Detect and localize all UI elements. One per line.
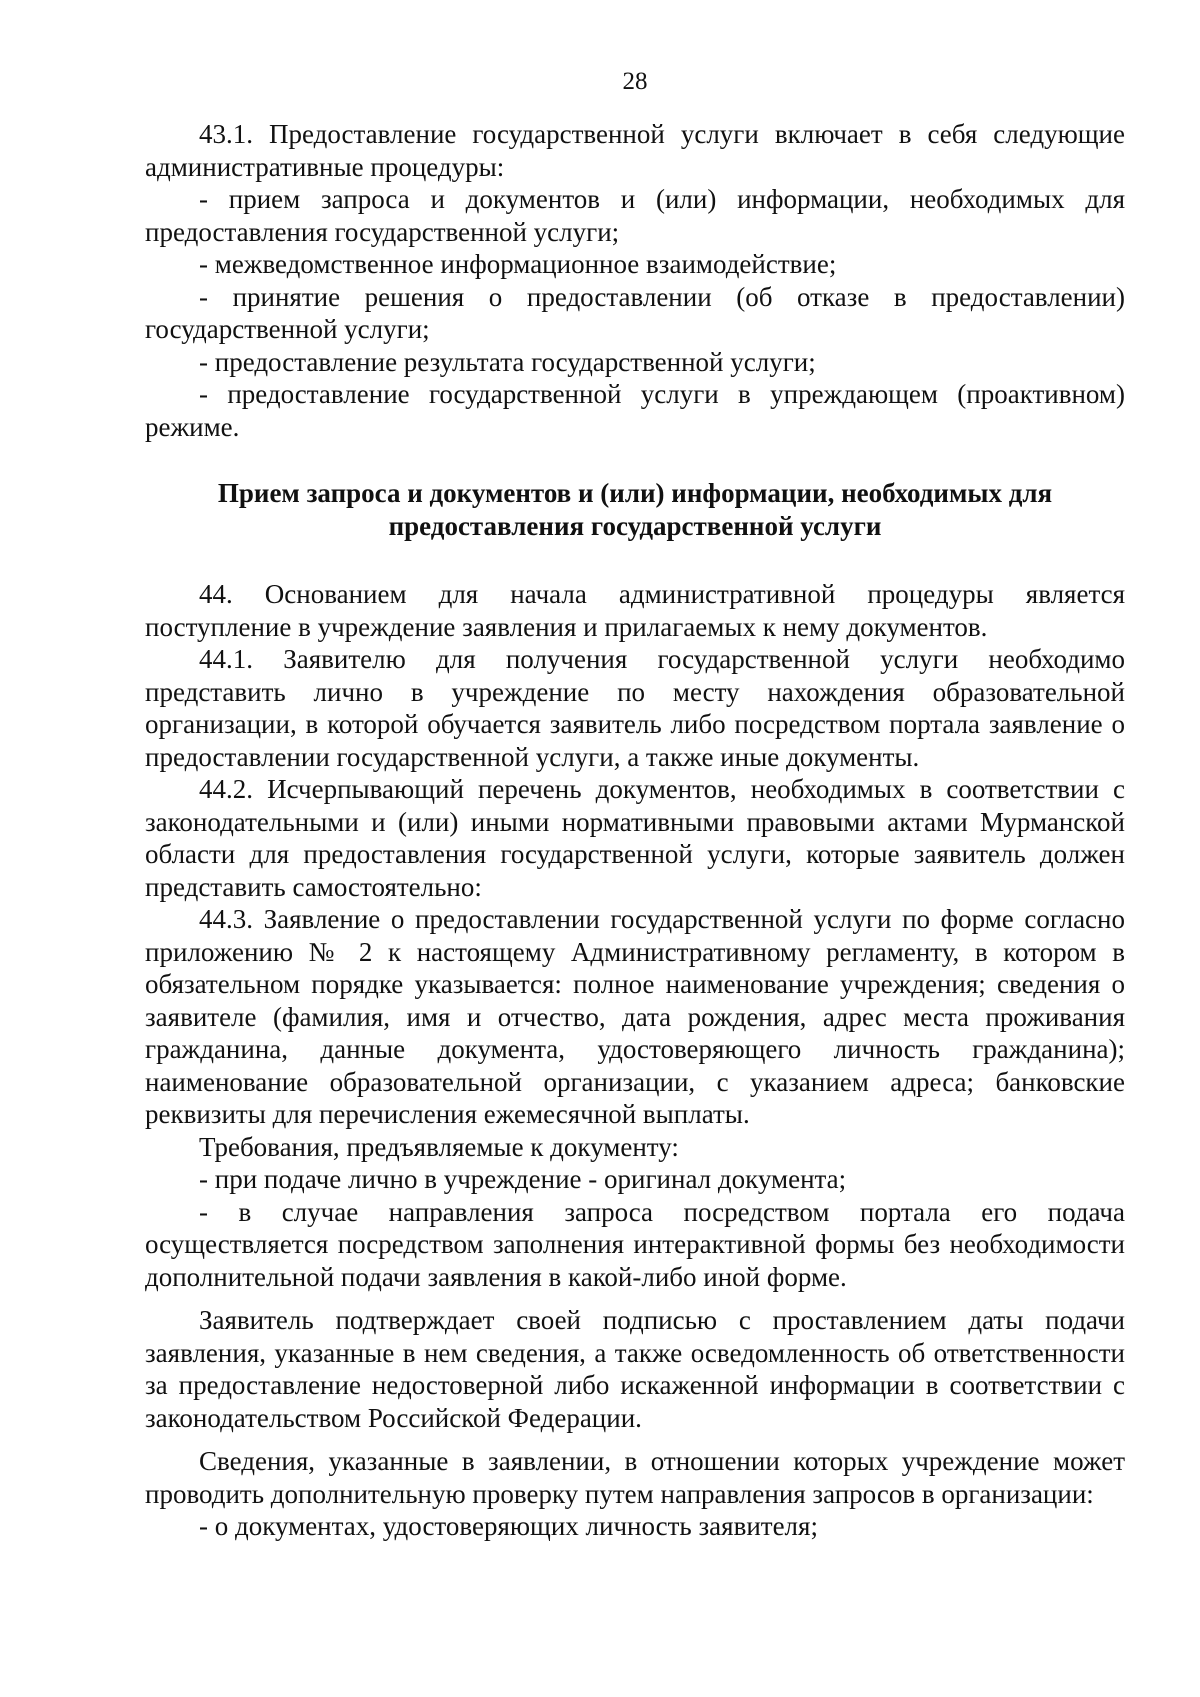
list-item-result: - предоставление результата государственной услуги; — [199, 346, 816, 377]
paragraph-44-2: 44.2. Исчерпывающий перечень документов, необходимых в соответствии с законодательными и (или) иными нормативными правовыми актами Мурманской области для предоставления государственной услуги, которые заявитель должен представить самостоятельно: — [145, 774, 1125, 902]
document-body — [145, 118, 1125, 1543]
list-item-intake: - прием запроса и документов и (или) информации, необходимых для предоставления государственной услуги; — [145, 184, 1125, 247]
requirement-in-person: - при подаче лично в учреждение - оригинал документа; — [199, 1164, 847, 1194]
paragraph-43-1: 43.1. Предоставление государственной услуги включает в себя следующие административные процедуры: — [145, 119, 1125, 182]
page-number: 28 — [622, 68, 648, 95]
requirements-heading: Требования, предъявляемые к документу: — [199, 1131, 679, 1162]
list-item-identity-documents: - о документах, удостоверяющих личность заявителя; — [199, 1511, 818, 1541]
paragraph-verification: Сведения, указанные в заявлении, в отношении которых учреждение может проводить дополнительную проверку путем направления запросов в организации: — [145, 1446, 1125, 1509]
list-item-proactive: - предоставление государственной услуги в упреждающем (проактивном) режиме. — [145, 379, 1125, 442]
section-heading: Прием запроса и документов и (или) информации, необходимых для предоставления государственной услуги — [217, 478, 1053, 541]
paragraph-gap — [145, 1434, 1125, 1445]
paragraph-44-1: 44.1. Заявителю для получения государственной услуги необходимо представить лично в учреждение по месту нахождения образовательной организации, в которой обучается заявитель либо посредством портала заявление о предоставлении государственной услуги, а также иные документы. — [145, 644, 1125, 772]
list-item-interagency: - межведомственное информационное взаимодействие; — [199, 249, 837, 279]
paragraph-44: 44. Основанием для начала административной процедуры является поступление в учреждение заявления и прилагаемых к нему документов. — [145, 579, 1125, 642]
list-item-decision: - принятие решения о предоставлении (об отказе в предоставлении) государственной услуги; — [145, 281, 1125, 344]
paragraph-gap — [145, 1293, 1125, 1304]
paragraph-signature: Заявитель подтверждает своей подписью с проставлением даты подачи заявления, указанные в нем сведения, а также осведомленность об ответственности за предоставление недостоверной либо искаженной информации в соответствии с законодательством Российской Федерации. — [145, 1305, 1125, 1433]
requirement-portal: - в случае направления запроса посредством портала его подача осуществляется посредством заполнения интерактивной формы без необходимости дополнительной подачи заявления в какой-либо иной форме. — [145, 1196, 1125, 1292]
paragraph-44-3: 44.3. Заявление о предоставлении государственной услуги по форме согласно приложению № 2 к настоящему Административному регламенту, в котором в обязательном порядке указывается: полное наименование учреждения; сведения о заявителе (фамилия, имя и отчество, дата рождения, адрес места проживания гражданина, данные документа, удостоверяющего личность гражданина); наименование образовательной организации, с указанием адреса; банковские реквизиты для перечисления ежемесячной выплаты. — [145, 904, 1125, 1129]
